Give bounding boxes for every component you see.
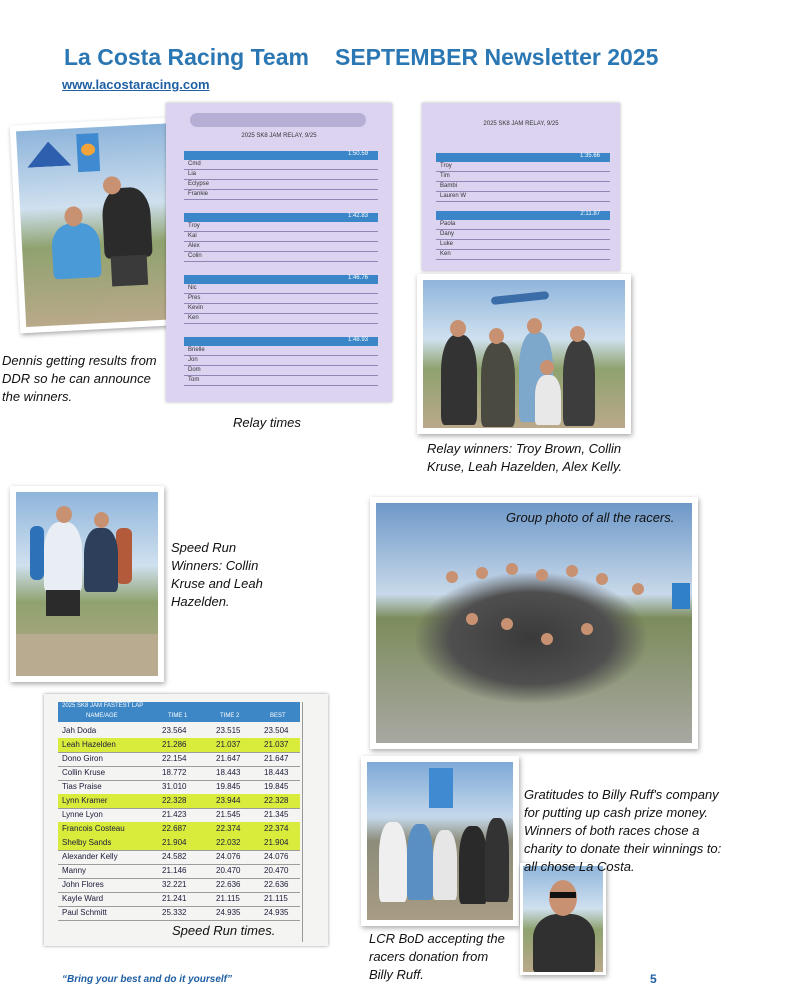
- relay-sheet-right: [422, 103, 620, 271]
- team-header: [184, 337, 378, 346]
- cell-time2: 22.374: [216, 824, 241, 833]
- team-header: [184, 213, 378, 222]
- relay-right-team-1: [436, 153, 610, 202]
- caption-speed-run-winners-text: Speed Run Winners: Collin Kruse and Leah Hazelden.: [171, 540, 263, 609]
- cell-time2: 18.443: [216, 768, 241, 777]
- rider-row: Ken: [436, 250, 610, 260]
- cell-time2: 23.515: [216, 726, 241, 735]
- cell-time2: 24.076: [216, 852, 241, 861]
- cell-time2: 21.115: [216, 894, 240, 903]
- cell-time2: 22.636: [216, 880, 241, 889]
- caption-gratitudes: [524, 786, 734, 876]
- cell-name: Leah Hazelden: [62, 740, 116, 749]
- rider-row: Dany: [436, 230, 610, 240]
- rider-row: Lia: [184, 170, 378, 180]
- table-row: [58, 850, 300, 865]
- table-row: [58, 752, 300, 767]
- cell-name: Dono Giron: [62, 754, 103, 763]
- rider-row: Troy: [184, 222, 378, 232]
- rider-row: Kevin: [184, 304, 378, 314]
- rider-row: Brielle: [184, 346, 378, 356]
- relay-left-team-4: [184, 337, 378, 386]
- cell-best: 19.845: [264, 782, 289, 791]
- caption-relay-times: Relay times: [233, 415, 301, 430]
- cell-time2: 19.845: [216, 782, 241, 791]
- cell-time2: 21.037: [216, 740, 241, 749]
- cell-name: Francois Costeau: [62, 824, 125, 833]
- relay-right-team-2: [436, 211, 610, 260]
- caption-speed-run-winners: [171, 539, 281, 611]
- table-row: [58, 892, 300, 907]
- table-row: [58, 878, 300, 893]
- cell-time1: 23.564: [162, 726, 187, 735]
- cell-time1: 22.154: [162, 754, 187, 763]
- cell-name: Paul Schmitt: [62, 908, 107, 917]
- newsletter-issue: SEPTEMBER Newsletter 2025: [334, 44, 659, 70]
- team-time: 1:42.83: [347, 213, 368, 219]
- cell-best: 21.647: [264, 754, 289, 763]
- table-row: [58, 724, 300, 739]
- rider-row: Tom: [184, 376, 378, 386]
- cell-time2: 20.470: [216, 866, 241, 875]
- team-name: La Costa Racing Team: [64, 44, 309, 70]
- speed-run-sheet: [44, 694, 328, 946]
- table-row: [58, 780, 300, 795]
- rank-column: [302, 702, 325, 942]
- table-row: [58, 808, 300, 823]
- team-header: [436, 211, 610, 220]
- photo-billy-ruff: [520, 863, 606, 975]
- team-header: [184, 151, 378, 160]
- rider-row: Ken: [184, 314, 378, 324]
- cell-best: 22.328: [264, 796, 289, 805]
- rider-row: Nic: [184, 284, 378, 294]
- rider-row: Luke: [436, 240, 610, 250]
- cell-time2: 21.545: [216, 810, 241, 819]
- rider-row: Cmd: [184, 160, 378, 170]
- cell-name: Kayle Ward: [62, 894, 104, 903]
- photo-lcr-bod: [361, 756, 519, 926]
- rider-row: Tim: [436, 172, 610, 182]
- photo-speed-run-winners: [10, 486, 164, 682]
- cell-time1: 22.687: [162, 824, 187, 833]
- rider-row: Paola: [436, 220, 610, 230]
- relay-left-team-2: [184, 213, 378, 262]
- caption-lcr-bod: LCR BoD accepting the racers donation from Billy Ruff.: [369, 931, 505, 982]
- rider-row: Eclypse: [184, 180, 378, 190]
- cell-best: 20.470: [264, 866, 289, 875]
- cell-best: 18.443: [264, 768, 289, 777]
- cell-best: 21.037: [264, 740, 289, 749]
- cell-time2: 23.944: [216, 796, 241, 805]
- caption-speed-run-times: Speed Run times.: [172, 923, 276, 938]
- cell-time1: 21.423: [162, 810, 187, 819]
- cell-time1: 32.221: [162, 880, 187, 889]
- cell-name: Collin Kruse: [62, 768, 106, 777]
- rider-row: Pres: [184, 294, 378, 304]
- cell-best: 21.345: [264, 810, 289, 819]
- rider-row: Bambi: [436, 182, 610, 192]
- table-row: [58, 794, 300, 809]
- team-time: 2:11.87: [580, 211, 600, 217]
- rider-row: Kai: [184, 232, 378, 242]
- caption-relay-winners: Relay winners: Troy Brown, Collin Kruse, Leah Hazelden, Alex Kelly.: [427, 441, 623, 474]
- cell-time1: 21.146: [162, 866, 187, 875]
- team-time: 1:35.66: [579, 153, 600, 159]
- photo-group: [370, 497, 698, 749]
- cell-name: Lynn Kramer: [62, 796, 108, 805]
- cell-name: John Flores: [62, 880, 104, 889]
- cell-best: 24.076: [264, 852, 289, 861]
- cell-best: 24.935: [264, 908, 289, 917]
- relay-sheet-left: [166, 103, 392, 402]
- table-row: [58, 906, 300, 921]
- cell-best: 21.904: [264, 838, 289, 847]
- team-time: 1:50.59: [347, 151, 368, 157]
- cell-time2: 22.032: [216, 838, 241, 847]
- cell-best: 22.636: [264, 880, 289, 889]
- rider-row: Troy: [436, 162, 610, 172]
- table-row: [58, 766, 300, 781]
- rider-row: Lauren W: [436, 192, 610, 202]
- cell-name: Shelby Sands: [62, 838, 112, 847]
- table-row: [58, 738, 300, 753]
- relay-left-team-3: [184, 275, 378, 324]
- photo-relay-winners: [417, 274, 631, 434]
- relay-left-team-1: [184, 151, 378, 200]
- cell-name: Tias Praise: [62, 782, 102, 791]
- cell-time1: 24.582: [162, 852, 187, 861]
- rider-row: Frankie: [184, 190, 378, 200]
- cell-name: Lynne Lyon: [62, 810, 103, 819]
- col-best: BEST: [270, 713, 286, 719]
- rider-row: Dom: [184, 366, 378, 376]
- relay-sheet-left-title: 2025 SK8 JAM RELAY, 9/25: [241, 133, 317, 139]
- cell-best: 23.504: [264, 726, 289, 735]
- rider-row: Colin: [184, 252, 378, 262]
- relay-sheet-right-title: 2025 SK8 JAM RELAY, 9/25: [483, 121, 559, 127]
- table-row: [58, 836, 300, 851]
- cell-time1: 22.328: [162, 796, 187, 805]
- caption-dennis: Dennis getting results from DDR so he can announce the winners.: [2, 353, 157, 404]
- caption-gratitudes-text: Gratitudes to Billy Ruff's company for putting up cash prize money. Winners of both races chose a charity to donate their winnings to: all chose La Costa.: [524, 787, 722, 874]
- speed-run-header: [58, 702, 300, 722]
- cell-best: 21.115: [264, 894, 288, 903]
- cell-time1: 21.904: [162, 838, 187, 847]
- team-header: [184, 275, 378, 284]
- page-number: 5: [650, 972, 657, 986]
- cell-best: 22.374: [264, 824, 289, 833]
- cell-name: Manny: [62, 866, 87, 875]
- cell-time2: 21.647: [216, 754, 241, 763]
- col-time1: TIME 1: [168, 713, 188, 719]
- cell-name: Alexander Kelly: [62, 852, 118, 861]
- table-row: [58, 822, 300, 837]
- team-time: 1:46.76: [347, 275, 368, 281]
- cell-time1: 31.010: [162, 782, 187, 791]
- newsletter-title: [64, 44, 658, 71]
- cell-time1: 21.241: [162, 894, 187, 903]
- cell-time1: 21.286: [162, 740, 187, 749]
- cell-time2: 24.935: [216, 908, 241, 917]
- cell-time1: 18.772: [162, 768, 187, 777]
- cell-name: Jah Doda: [62, 726, 97, 735]
- team-header: [436, 153, 610, 162]
- col-name: NAME/AGE: [86, 713, 118, 719]
- caption-group-photo: Group photo of all the racers.: [506, 510, 675, 525]
- website-link[interactable]: www.lacostaracing.com: [62, 77, 210, 92]
- rider-row: Jon: [184, 356, 378, 366]
- footer-quote: “Bring your best and do it yourself”: [62, 974, 233, 985]
- team-time: 1:48.93: [347, 337, 368, 343]
- table-row: [58, 864, 300, 879]
- rider-row: Alex: [184, 242, 378, 252]
- speed-run-title: 2025 SK8 JAM FASTEST LAP: [62, 703, 144, 709]
- cell-time1: 25.332: [162, 908, 187, 917]
- col-time2: TIME 2: [220, 713, 240, 719]
- photo-dennis: [10, 117, 193, 334]
